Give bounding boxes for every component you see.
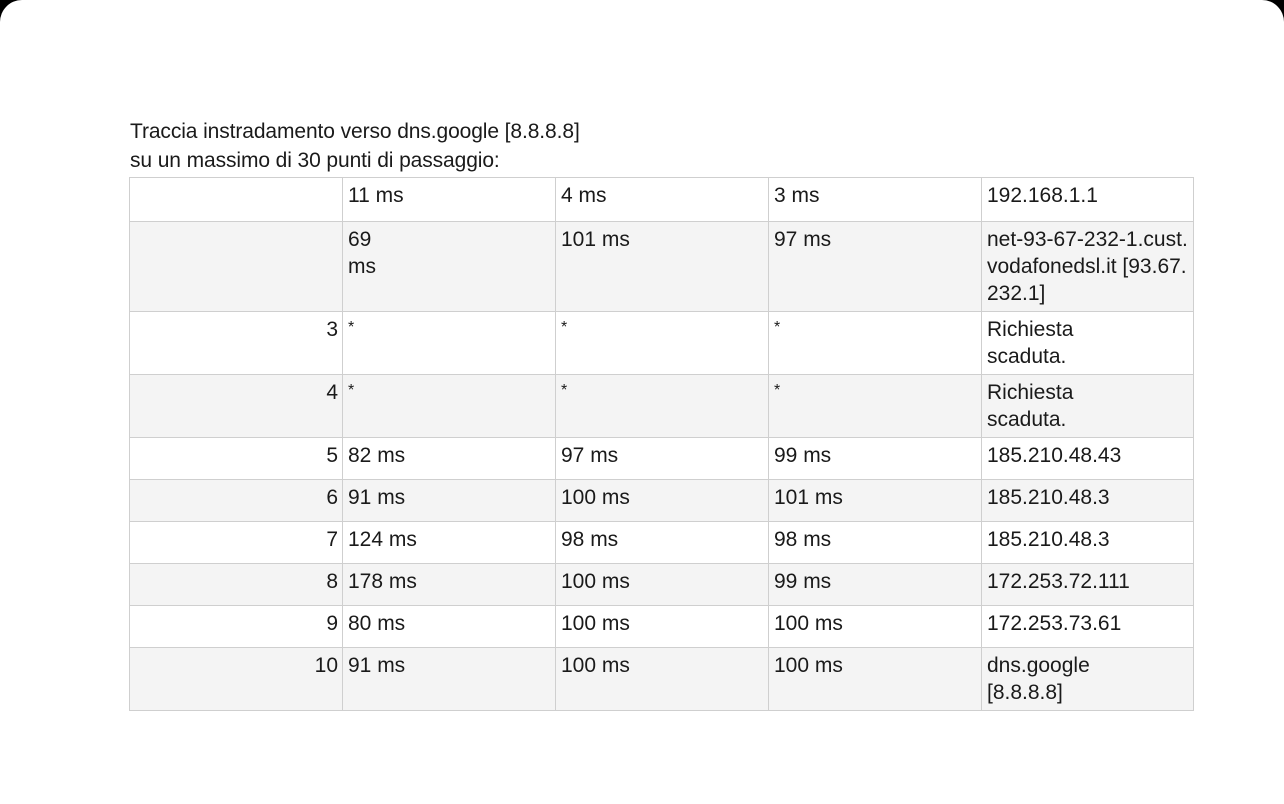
host-cell: 185.210.48.43 [982, 438, 1194, 480]
time-1-cell: 82 ms [343, 438, 556, 480]
host-cell: 192.168.1.1 [982, 178, 1194, 222]
time-1-cell: 80 ms [343, 606, 556, 648]
time-1-cell: 91 ms [343, 648, 556, 711]
time-3-cell: 101 ms [769, 480, 982, 522]
time-2-cell: 98 ms [556, 522, 769, 564]
table-row [130, 522, 1194, 564]
table-row [130, 312, 1194, 375]
hop-cell: 4 [130, 375, 343, 438]
hop-cell: 7 [130, 522, 343, 564]
time-1-cell: 69 ms [343, 222, 556, 312]
time-2-cell: 100 ms [556, 606, 769, 648]
time-1-cell: 91 ms [343, 480, 556, 522]
table-row [130, 606, 1194, 648]
traceroute-table [129, 177, 1194, 711]
time-3-cell: 97 ms [769, 222, 982, 312]
host-cell: 172.253.72.111 [982, 564, 1194, 606]
time-1-cell: * [343, 312, 556, 375]
host-cell: Richiesta scaduta. [982, 312, 1194, 375]
table-row [130, 375, 1194, 438]
table-row [130, 438, 1194, 480]
hop-cell: 10 [130, 648, 343, 711]
hop-cell: 8 [130, 564, 343, 606]
time-1-cell: 11 ms [343, 178, 556, 222]
hop-cell [130, 178, 343, 222]
hop-cell: 3 [130, 312, 343, 375]
time-3-cell: * [769, 312, 982, 375]
host-cell: Richiesta scaduta. [982, 375, 1194, 438]
hop-cell: 6 [130, 480, 343, 522]
time-2-cell: * [556, 312, 769, 375]
time-1-cell: * [343, 375, 556, 438]
time-3-cell: * [769, 375, 982, 438]
time-3-cell: 100 ms [769, 606, 982, 648]
host-cell: dns.google [8.8.8.8] [982, 648, 1194, 711]
time-2-cell: 100 ms [556, 480, 769, 522]
table-row [130, 564, 1194, 606]
time-3-cell: 3 ms [769, 178, 982, 222]
time-3-cell: 99 ms [769, 564, 982, 606]
time-3-cell: 99 ms [769, 438, 982, 480]
table-row [130, 480, 1194, 522]
table-row [130, 222, 1194, 312]
time-2-cell: * [556, 375, 769, 438]
time-1-cell: 178 ms [343, 564, 556, 606]
table-row [130, 648, 1194, 711]
host-cell: 185.210.48.3 [982, 522, 1194, 564]
hop-cell [130, 222, 343, 312]
host-cell: net-93-67-232-1.cust.vodafonedsl.it [93.67.232.1] [982, 222, 1194, 312]
time-3-cell: 98 ms [769, 522, 982, 564]
time-2-cell: 97 ms [556, 438, 769, 480]
hop-cell: 5 [130, 438, 343, 480]
table-row [130, 178, 1194, 222]
trace-heading [130, 117, 580, 175]
time-2-cell: 100 ms [556, 564, 769, 606]
time-2-cell: 101 ms [556, 222, 769, 312]
time-3-cell: 100 ms [769, 648, 982, 711]
host-cell: 185.210.48.3 [982, 480, 1194, 522]
time-2-cell: 100 ms [556, 648, 769, 711]
heading-line-2: su un massimo di 30 punti di passaggio: [130, 149, 500, 172]
heading-line-1: Traccia instradamento verso dns.google [8.8.8.8] [130, 120, 580, 143]
time-2-cell: 4 ms [556, 178, 769, 222]
host-cell: 172.253.73.61 [982, 606, 1194, 648]
time-1-cell: 124 ms [343, 522, 556, 564]
hop-cell: 9 [130, 606, 343, 648]
